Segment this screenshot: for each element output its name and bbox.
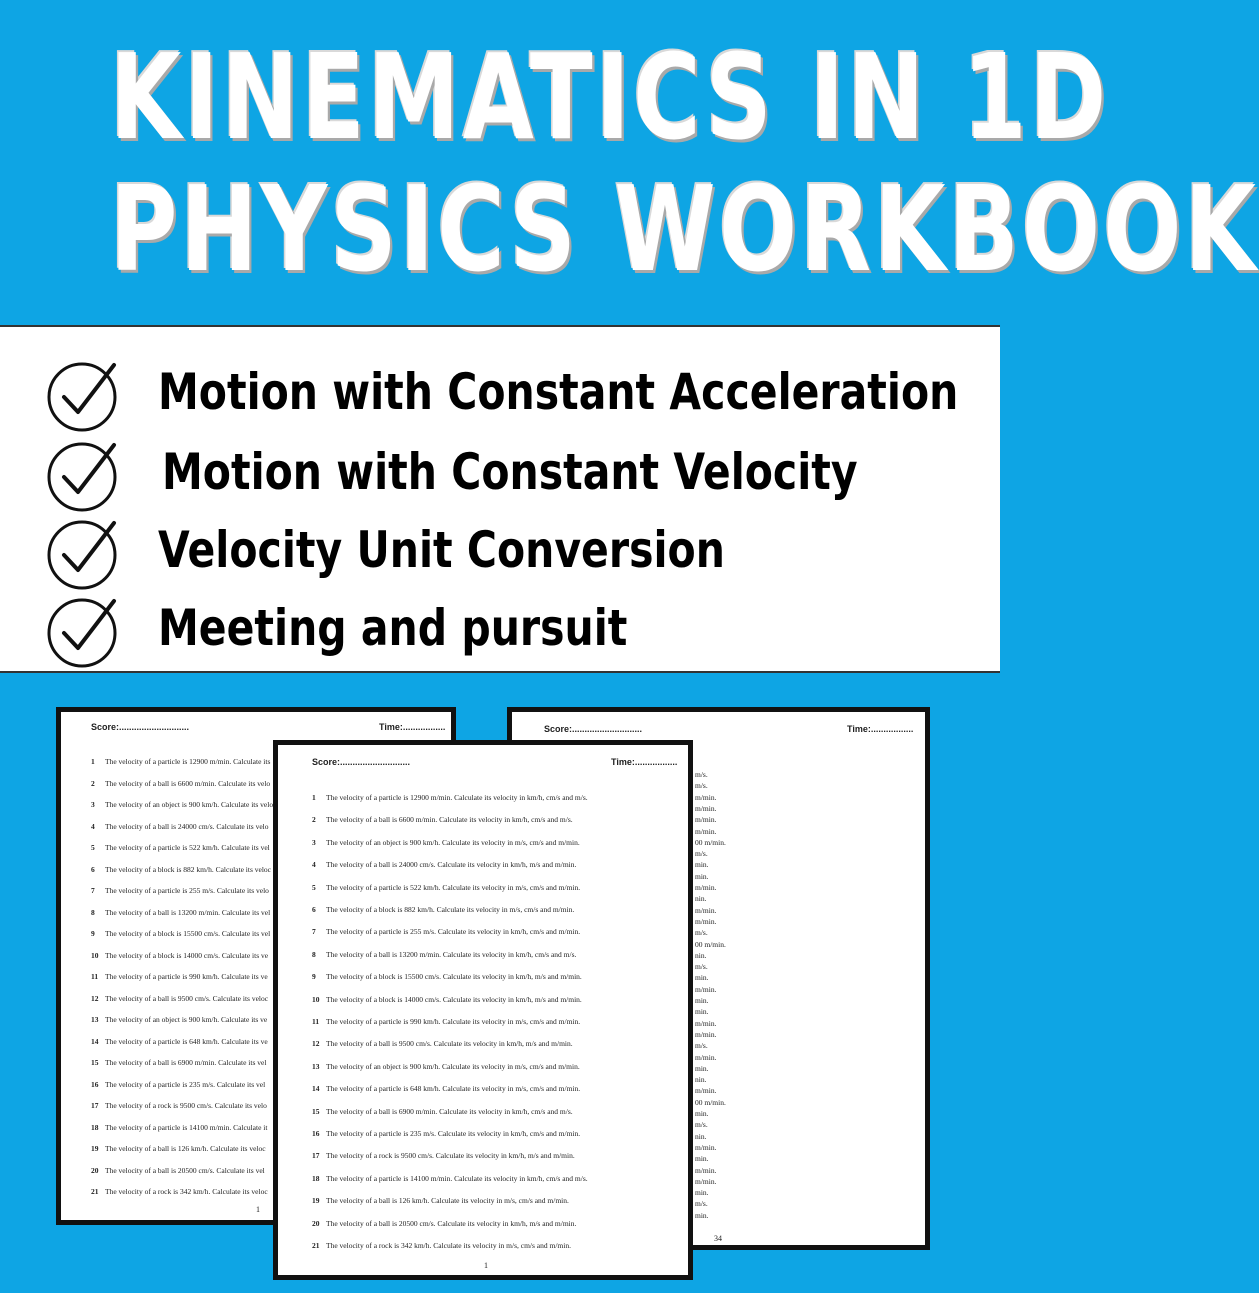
answer-fragment: 00 m/min. — [695, 939, 726, 949]
question-item — [91, 994, 268, 1003]
question-text: The velocity of a ball is 6900 m/min. Calculate its vel — [105, 1058, 267, 1067]
question-text: The velocity of a particle is 990 km/h. Calculate its velocity in m/s, cm/s and m/min. — [326, 1017, 581, 1026]
question-item — [312, 793, 588, 802]
feature-label: Velocity Unit Conversion — [158, 521, 725, 579]
answer-fragment: min. — [695, 871, 709, 881]
question-number: 15 — [312, 1106, 320, 1116]
worksheet-page-front — [273, 740, 693, 1280]
check-circle-icon — [46, 357, 122, 433]
question-text: The velocity of a ball is 126 km/h. Calculate its velocity in m/s, cm/s and m/min. — [326, 1196, 569, 1206]
question-number: 9 — [312, 972, 316, 982]
question-number: 4 — [312, 860, 316, 870]
question-item — [312, 838, 580, 847]
question-number: 11 — [91, 972, 99, 981]
question-item — [312, 1151, 575, 1160]
question-item — [91, 779, 270, 788]
question-number: 18 — [91, 1122, 99, 1132]
question-text: The velocity of a block is 882 km/h. Calculate its veloc — [105, 864, 271, 874]
answer-fragment: m/min. — [695, 815, 717, 825]
page-number: 1 — [256, 1205, 260, 1214]
feature-item — [46, 515, 986, 595]
question-text: The velocity of a ball is 9500 cm/s. Calculate its velocity in km/h, m/s and m/min. — [326, 1039, 573, 1049]
question-text: The velocity of a rock is 342 km/h. Calculate its velocity in m/s, cm/s and m/min. — [326, 1241, 571, 1250]
question-text: The velocity of a ball is 24000 cm/s. Calculate its velo — [105, 821, 269, 831]
question-item — [91, 800, 273, 809]
title-band — [0, 0, 1259, 325]
question-text: The velocity of a particle is 522 km/h. Calculate its velocity in m/s, cm/s and m/min. — [326, 882, 581, 892]
answer-fragment: min. — [695, 1154, 709, 1164]
question-number: 7 — [91, 886, 95, 895]
question-number: 19 — [312, 1196, 320, 1206]
question-number: 1 — [312, 793, 316, 802]
question-item — [91, 929, 270, 938]
question-text: The velocity of a rock is 342 km/h. Calculate its veloc — [105, 1187, 268, 1196]
question-item — [312, 1219, 576, 1228]
question-number: 17 — [312, 1151, 320, 1161]
question-text: The velocity of a ball is 6900 m/min. Calculate its velocity in km/h, cm/s and m/s. — [326, 1106, 573, 1116]
question-text: The velocity of a ball is 20500 cm/s. Calculate its vel — [105, 1165, 265, 1175]
question-number: 17 — [91, 1101, 99, 1110]
question-number: 21 — [91, 1187, 99, 1196]
feature-item — [46, 593, 986, 673]
question-text: The velocity of an object is 900 km/h. Calculate its ve — [105, 1015, 268, 1024]
time-label: Time:................. — [611, 757, 678, 767]
question-number: 6 — [312, 905, 316, 914]
question-text: The velocity of a block is 14000 cm/s. Calculate its velocity in km/h, m/s and m/min. — [326, 994, 582, 1004]
page-number: 34 — [714, 1234, 722, 1243]
question-text: The velocity of an object is 900 km/h. Calculate its velocity in m/s, cm/s and m/min. — [326, 837, 580, 847]
answer-fragment: m/min. — [695, 1029, 717, 1039]
question-number: 21 — [312, 1241, 320, 1250]
question-number: 20 — [312, 1218, 320, 1228]
question-item — [91, 1037, 268, 1046]
question-number: 6 — [91, 864, 95, 874]
question-text: The velocity of a ball is 9500 cm/s. Calculate its veloc — [105, 993, 269, 1003]
question-text: The velocity of an object is 900 km/h. Calculate its velocity in m/s, cm/s and m/min. — [326, 1061, 580, 1071]
question-number: 11 — [312, 1017, 320, 1026]
answer-fragment: nin. — [695, 1075, 707, 1085]
question-text: The velocity of a ball is 6600 m/min. Calculate its velocity in km/h, cm/s and m/s. — [326, 815, 573, 825]
answer-fragment: nin. — [695, 950, 707, 960]
question-number: 9 — [91, 929, 95, 938]
question-item — [91, 1080, 265, 1089]
question-item — [91, 1187, 268, 1196]
question-item — [91, 1101, 267, 1110]
question-item — [91, 822, 269, 831]
question-item — [91, 1015, 267, 1024]
question-item — [312, 1084, 580, 1093]
question-item — [312, 1062, 580, 1071]
answer-fragment: m/min. — [695, 803, 717, 813]
question-number: 10 — [312, 994, 320, 1004]
question-number: 12 — [312, 1039, 320, 1049]
time-label: Time:................. — [847, 724, 914, 734]
answer-fragment: 00 m/min. — [695, 1097, 726, 1107]
question-text: The velocity of a ball is 13200 m/min. Calculate its vel — [105, 907, 271, 917]
answer-fragment: m/min. — [695, 1018, 717, 1028]
question-number: 3 — [91, 800, 95, 809]
score-label: Score:............................ — [312, 757, 411, 767]
question-text: The velocity of a ball is 6600 m/min. Calculate its velo — [105, 778, 271, 788]
question-item — [91, 1058, 266, 1067]
question-text: The velocity of a particle is 14100 m/min. Calculate it — [105, 1122, 268, 1132]
question-item — [91, 972, 268, 981]
question-item — [312, 995, 582, 1004]
answer-fragment: m/s. — [695, 1199, 708, 1209]
check-circle-icon — [46, 437, 122, 513]
question-number: 12 — [91, 993, 99, 1003]
question-text: The velocity of a ball is 24000 cm/s. Calculate its velocity in km/h, m/s and m/min. — [326, 860, 577, 870]
question-item — [91, 951, 268, 960]
answer-fragment: m/min. — [695, 1142, 717, 1152]
answer-fragment: min. — [695, 996, 709, 1005]
answer-fragment: m/s. — [695, 849, 708, 859]
question-text: The velocity of a ball is 126 km/h. Calculate its veloc — [105, 1144, 266, 1153]
question-text: The velocity of a block is 882 km/h. Calculate its velocity in m/s, cm/s and m/min. — [326, 905, 575, 914]
question-text: The velocity of a particle is 235 m/s. Calculate its velocity in km/h, cm/s and m/min. — [326, 1129, 581, 1138]
question-number: 20 — [91, 1165, 99, 1175]
question-item — [312, 905, 574, 914]
answer-fragment: m/s. — [695, 781, 708, 791]
answer-fragment: min. — [695, 1210, 709, 1220]
question-text: The velocity of a rock is 9500 cm/s. Calculate its velocity in km/h, m/s and m/min. — [326, 1151, 575, 1161]
question-text: The velocity of a block is 15500 cm/s. Calculate its velocity in km/h, m/s and m/min. — [326, 972, 582, 982]
question-item — [91, 1166, 265, 1175]
question-text: The velocity of a particle is 12900 m/min. Calculate its velocity in km/h, cm/s and m/s. — [326, 793, 588, 802]
question-item — [312, 1241, 571, 1250]
feature-item — [46, 357, 986, 437]
answer-fragment: m/s. — [695, 770, 708, 779]
answer-fragment: m/min. — [695, 984, 717, 994]
answer-fragment: nin. — [695, 894, 707, 904]
question-item — [312, 1017, 580, 1026]
question-number: 7 — [312, 927, 316, 937]
answer-fragment: m/min. — [695, 916, 717, 926]
answer-fragment: min. — [695, 1007, 709, 1017]
question-text: The velocity of a block is 14000 cm/s. Calculate its ve — [105, 950, 269, 960]
answer-fragment: m/s. — [695, 962, 708, 972]
question-text: The velocity of a particle is 255 m/s. Calculate its velo — [105, 886, 269, 895]
page-number: 1 — [484, 1261, 488, 1270]
question-number: 8 — [91, 907, 95, 917]
time-label: Time:................. — [379, 722, 446, 732]
question-text: The velocity of a ball is 13200 m/min. Calculate its velocity in km/h, cm/s and m/s. — [326, 949, 577, 959]
question-number: 10 — [91, 950, 99, 960]
question-text: The velocity of a particle is 235 m/s. Calculate its vel — [105, 1079, 266, 1089]
answer-fragment: m/min. — [695, 826, 717, 836]
question-number: 18 — [312, 1173, 320, 1183]
check-circle-icon — [46, 515, 122, 591]
question-item — [91, 908, 270, 917]
answer-fragment: 00 m/min. — [695, 837, 726, 847]
question-item — [312, 883, 580, 892]
question-number: 4 — [91, 821, 95, 831]
question-text: The velocity of a ball is 20500 cm/s. Calculate its velocity in km/h, m/s and m/min. — [326, 1218, 577, 1228]
question-text: The velocity of a particle is 648 km/h. Calculate its ve — [105, 1036, 268, 1046]
question-number: 13 — [91, 1015, 99, 1024]
question-number: 19 — [91, 1144, 99, 1153]
question-number: 8 — [312, 949, 316, 959]
question-text: The velocity of a particle is 12900 m/min. Calculate its — [105, 757, 271, 766]
question-text: The velocity of a rock is 9500 cm/s. Calculate its velo — [105, 1101, 267, 1110]
question-number: 16 — [91, 1079, 99, 1089]
question-number: 14 — [91, 1036, 99, 1046]
question-item — [312, 1129, 580, 1138]
question-item — [91, 1144, 266, 1153]
question-item — [312, 1174, 588, 1183]
question-number: 15 — [91, 1058, 99, 1067]
question-text: The velocity of a particle is 648 km/h. Calculate its velocity in m/s, cm/s and m/min. — [326, 1084, 581, 1094]
question-item — [312, 927, 580, 936]
answer-fragment: m/s. — [695, 1041, 708, 1051]
answer-fragment: m/min. — [695, 792, 717, 802]
question-number: 5 — [312, 882, 316, 892]
feature-label: Motion with Constant Acceleration — [158, 363, 959, 421]
feature-label: Meeting and pursuit — [158, 599, 628, 657]
question-number: 2 — [91, 778, 95, 788]
feature-item — [46, 437, 986, 517]
question-item — [312, 972, 582, 981]
question-item — [91, 886, 269, 895]
answer-fragment: min. — [695, 973, 709, 983]
score-label: Score:............................ — [91, 722, 190, 732]
answer-fragment: m/s. — [695, 1120, 708, 1130]
score-label: Score:............................ — [544, 724, 643, 734]
question-number: 13 — [312, 1061, 320, 1071]
question-number: 2 — [312, 815, 316, 825]
question-text: The velocity of an object is 900 km/h. Calculate its velo — [105, 800, 274, 809]
answer-fragment: m/min. — [695, 1165, 717, 1175]
question-item — [312, 1107, 573, 1116]
question-number: 5 — [91, 843, 95, 852]
question-text: The velocity of a block is 15500 cm/s. Calculate its vel — [105, 929, 271, 938]
question-item — [312, 1039, 573, 1048]
question-number: 1 — [91, 757, 95, 766]
question-text: The velocity of a particle is 14100 m/min. Calculate its velocity in km/h, cm/s and m/s. — [326, 1173, 588, 1183]
question-number: 14 — [312, 1084, 320, 1094]
answer-fragment: m/min. — [695, 905, 717, 915]
title-line-2: PHYSICS WORKBOOK — [110, 160, 1259, 298]
answer-fragment: min. — [695, 1109, 709, 1118]
question-item — [91, 1123, 267, 1132]
question-text: The velocity of a particle is 522 km/h. Calculate its vel — [105, 843, 270, 852]
question-text: The velocity of a particle is 255 m/s. Calculate its velocity in km/h, cm/s and m/min. — [326, 927, 581, 937]
question-item — [312, 815, 573, 824]
check-circle-icon — [46, 593, 122, 669]
question-item — [312, 860, 576, 869]
answer-fragment: m/s. — [695, 928, 708, 938]
title-line-1: KINEMATICS IN 1D — [110, 28, 1110, 166]
question-number: 3 — [312, 837, 316, 847]
answer-fragment: nin. — [695, 1131, 707, 1141]
question-item — [312, 1196, 569, 1205]
answer-fragment: min. — [695, 860, 709, 870]
question-item — [91, 843, 270, 852]
answer-fragment: min. — [695, 1063, 709, 1073]
question-item — [312, 950, 576, 959]
features-band — [0, 325, 1000, 673]
answer-fragment: m/min. — [695, 1086, 717, 1096]
question-number: 16 — [312, 1129, 320, 1138]
answer-fragment: m/min. — [695, 1052, 717, 1062]
question-item — [91, 865, 271, 874]
question-text: The velocity of a particle is 990 km/h. Calculate its ve — [105, 972, 268, 981]
feature-label: Motion with Constant Velocity — [162, 443, 858, 501]
answer-fragment: m/min. — [695, 1176, 717, 1186]
answer-fragment: m/min. — [695, 883, 717, 892]
question-item — [91, 757, 270, 766]
answer-fragment: min. — [695, 1188, 709, 1198]
